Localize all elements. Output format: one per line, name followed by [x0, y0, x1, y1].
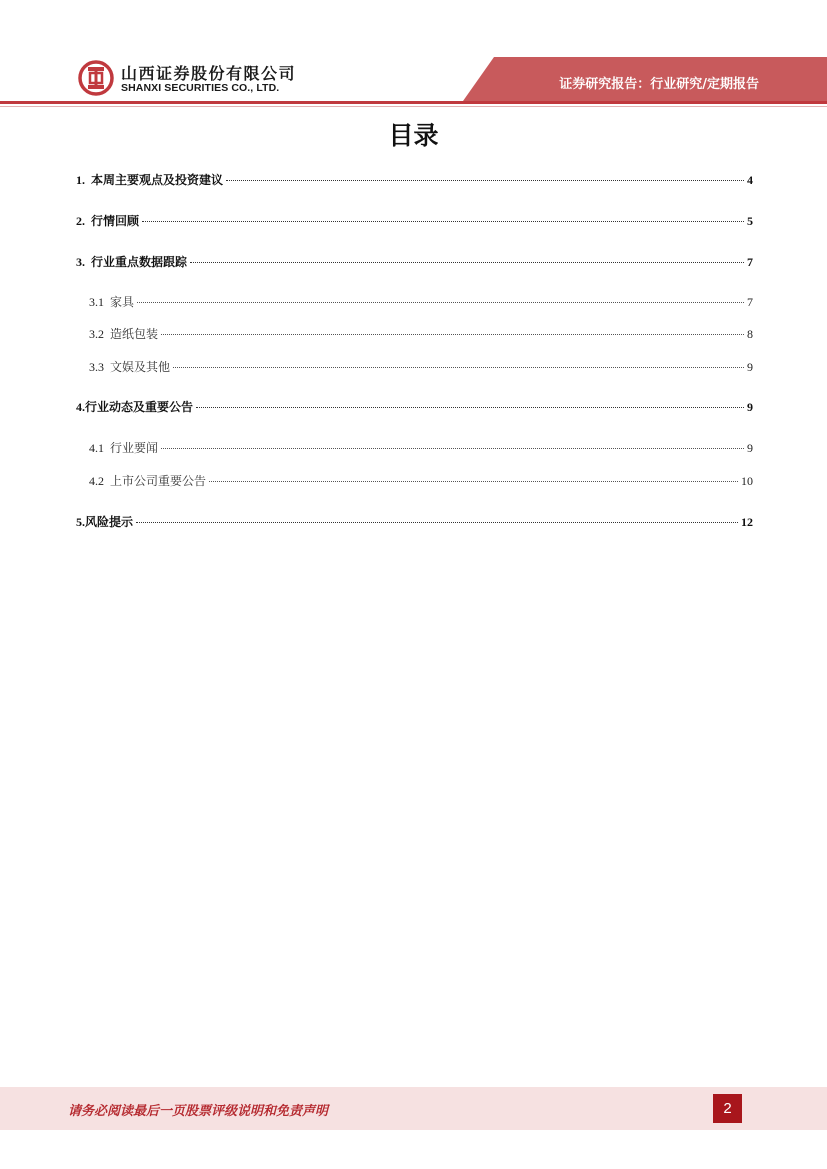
toc-entry-page: 4: [747, 173, 753, 187]
toc-entry-number: 3.: [76, 255, 85, 269]
toc-entry-page: 7: [747, 295, 753, 309]
toc-dot-leader: [226, 180, 744, 181]
toc-entry-3-2[interactable]: [89, 326, 753, 342]
footer-disclaimer: 请务必阅读最后一页股票评级说明和免责声明: [68, 1104, 329, 1119]
toc-entry-3-1[interactable]: [89, 294, 753, 310]
toc-entry-label: 文娱及其他: [110, 360, 171, 374]
toc-entry-page: 10: [741, 474, 753, 488]
toc-entry-2[interactable]: [76, 213, 753, 229]
toc-dot-leader: [173, 367, 744, 368]
toc-dot-leader: [190, 262, 744, 263]
company-name-en: SHANXI SECURITIES CO., LTD.: [121, 82, 280, 94]
toc-entry-3[interactable]: [76, 254, 753, 270]
toc-entry-number: 5.: [76, 515, 85, 529]
toc-dot-leader: [209, 481, 738, 482]
company-name-cn: 山西证券股份有限公司: [121, 64, 297, 83]
toc-entry-page: 7: [747, 255, 753, 269]
toc-entry-number: 3.2: [89, 327, 104, 341]
toc-dot-leader: [136, 522, 738, 523]
toc-entry-number: 3.1: [89, 295, 104, 309]
page-number-badge: 2: [713, 1094, 742, 1123]
toc-entry-page: 9: [747, 360, 753, 374]
header-band: [0, 0, 827, 112]
toc-entry-4-1[interactable]: [89, 440, 753, 456]
toc-entry-number: 2.: [76, 214, 85, 228]
toc-dot-leader: [142, 221, 744, 222]
toc-entry-label: 行情回顾: [91, 214, 140, 228]
toc-entry-5[interactable]: [76, 514, 753, 530]
toc-dot-leader: [161, 448, 744, 449]
toc-entry-label: 行业要闻: [110, 441, 159, 455]
toc-entry-label: 造纸包装: [110, 327, 159, 341]
toc-entry-label: 行业动态及重要公告: [85, 400, 194, 414]
toc-entry-page: 9: [747, 441, 753, 455]
toc-entry-number: 3.3: [89, 360, 104, 374]
toc-dot-leader: [161, 334, 744, 335]
toc-entry-1[interactable]: [76, 172, 753, 188]
toc-entry-number: 4.1: [89, 441, 104, 455]
toc-entry-label: 本周主要观点及投资建议: [91, 173, 224, 187]
toc-entry-page: 12: [741, 515, 753, 529]
toc-entry-4[interactable]: [76, 399, 753, 415]
toc-title: 目录: [388, 121, 439, 150]
toc-entry-label: 风险提示: [85, 515, 134, 529]
toc-entry-number: 4.: [76, 400, 85, 414]
toc-entry-label: 上市公司重要公告: [110, 474, 207, 488]
toc-entry-label: 家具: [110, 295, 135, 309]
toc-entry-4-2[interactable]: [89, 473, 753, 489]
toc-entry-page: 5: [747, 214, 753, 228]
report-type-label: 证券研究报告：行业研究/定期报告: [559, 77, 759, 92]
toc-entry-number: 1.: [76, 173, 85, 187]
toc-dot-leader: [196, 407, 744, 408]
toc-entry-page: 9: [747, 400, 753, 414]
toc-entry-number: 4.2: [89, 474, 104, 488]
shanxi-securities-logo-icon: [78, 60, 114, 96]
toc-entry-page: 8: [747, 327, 753, 341]
toc-entry-3-3[interactable]: [89, 359, 753, 375]
toc-dot-leader: [137, 302, 744, 303]
page-header: [0, 0, 827, 112]
toc-entry-label: 行业重点数据跟踪: [91, 255, 188, 269]
